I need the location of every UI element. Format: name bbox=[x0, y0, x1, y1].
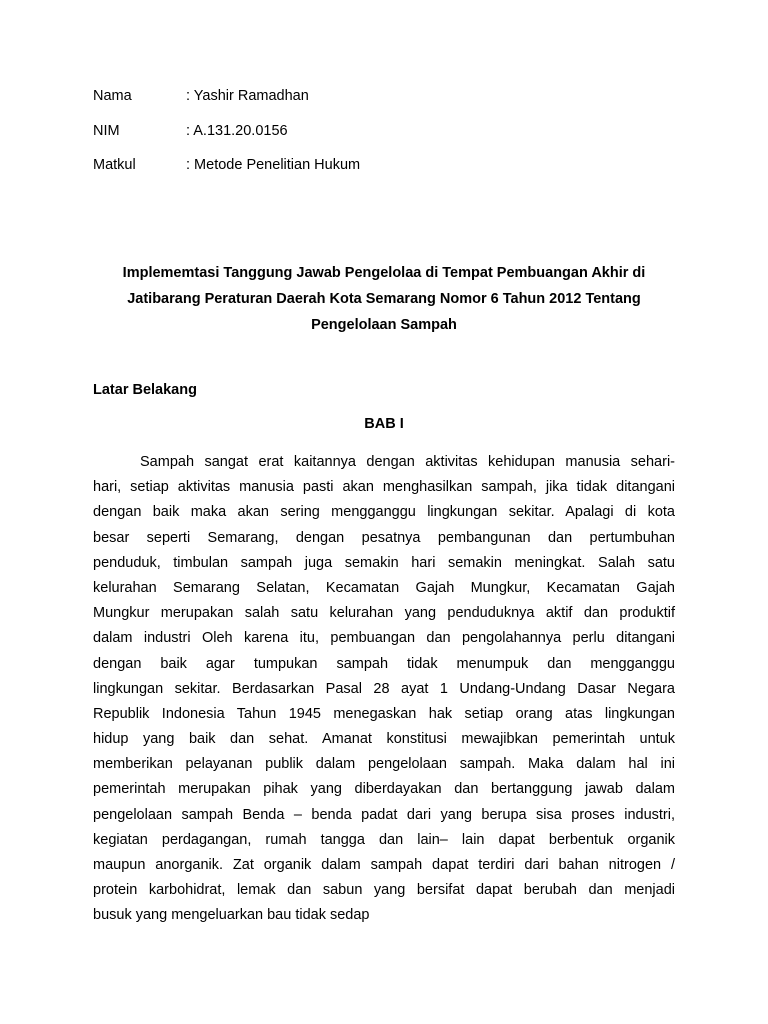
paragraph-line: dengan baik maka akan sering mengganggu lingkungan sekitar. Apalagi di kota bbox=[93, 504, 675, 521]
paragraph-line: dengan baik agar tumpukan sampah tidak menumpuk dan mengganggu bbox=[93, 655, 675, 672]
matkul-value: : Metode Penelitian Hukum bbox=[186, 157, 361, 173]
paragraph-line: maupun anorganik. Zat organik dalam sampah dapat terdiri dari bahan nitrogen / bbox=[93, 857, 675, 873]
title-line: Pengelolaan Sampah bbox=[311, 317, 457, 333]
paragraph-line: kelurahan Semarang Selatan, Kecamatan Gajah Mungkur, Kecamatan Gajah bbox=[93, 579, 675, 596]
title-line: Implememtasi Tanggung Jawab Pengelolaa di Tempat Pembuangan Akhir di bbox=[122, 265, 646, 281]
document-title bbox=[93, 260, 675, 338]
paragraph-line: pemerintah merupakan pihak yang diberdayakan dan bertanggung jawab dalam bbox=[93, 781, 675, 798]
paragraph-line: penduduk, timbulan sampah juga semakin hari semakin meningkat. Salah satu bbox=[93, 554, 675, 571]
paragraph-line: lingkungan sekitar. Berdasarkan Pasal 28 ayat 1 Undang-Undang Dasar Negara bbox=[93, 680, 675, 697]
paragraph-line: dalam industri Oleh karena itu, pembuangan dan pengolahannya perlu ditangani bbox=[93, 630, 675, 647]
paragraph-line: hari, setiap aktivitas manusia pasti akan menghasilkan sampah, jika tidak ditangani bbox=[93, 479, 675, 496]
paragraph-line: Sampah sangat erat kaitannya dengan aktivitas kehidupan manusia sehari- bbox=[140, 454, 675, 470]
paragraph-line: besar seperti Semarang, dengan pesatnya pembangunan dan pertumbuhan bbox=[93, 529, 675, 546]
paragraph-line: memberikan pelayanan publik dalam pengelolaan sampah. Maka dalam hal ini bbox=[93, 756, 675, 773]
paragraph-line: hidup yang baik dan sehat. Amanat konstitusi mewajibkan pemerintah untuk bbox=[93, 731, 675, 748]
section-heading: Latar Belakang bbox=[93, 382, 197, 398]
nim-label: NIM bbox=[93, 123, 120, 139]
matkul-label: Matkul bbox=[93, 157, 136, 173]
paragraph-line: pengelolaan sampah Benda – benda padat dari yang berupa sisa proses industri, bbox=[93, 806, 675, 823]
paragraph-line: kegiatan perdagangan, rumah tangga dan lain– lain dapat berbentuk organik bbox=[93, 831, 675, 848]
title-line: Jatibarang Peraturan Daerah Kota Semarang Nomor 6 Tahun 2012 Tentang bbox=[127, 291, 641, 307]
paragraph-line: busuk yang mengeluarkan bau tidak sedap bbox=[93, 907, 370, 924]
chapter-heading: BAB I bbox=[364, 416, 404, 432]
nama-label: Nama bbox=[93, 88, 132, 104]
body-paragraph bbox=[93, 450, 675, 929]
paragraph-line: protein karbohidrat, lemak dan sabun yang bersifat dapat berubah dan menjadi bbox=[93, 882, 675, 899]
paragraph-line: Mungkur merupakan salah satu kelurahan yang penduduknya aktif dan produktif bbox=[93, 605, 675, 622]
nim-value: : A.131.20.0156 bbox=[186, 123, 288, 139]
nama-value: : Yashir Ramadhan bbox=[186, 88, 309, 104]
paragraph-line: Republik Indonesia Tahun 1945 menegaskan hak setiap orang atas lingkungan bbox=[93, 705, 675, 722]
